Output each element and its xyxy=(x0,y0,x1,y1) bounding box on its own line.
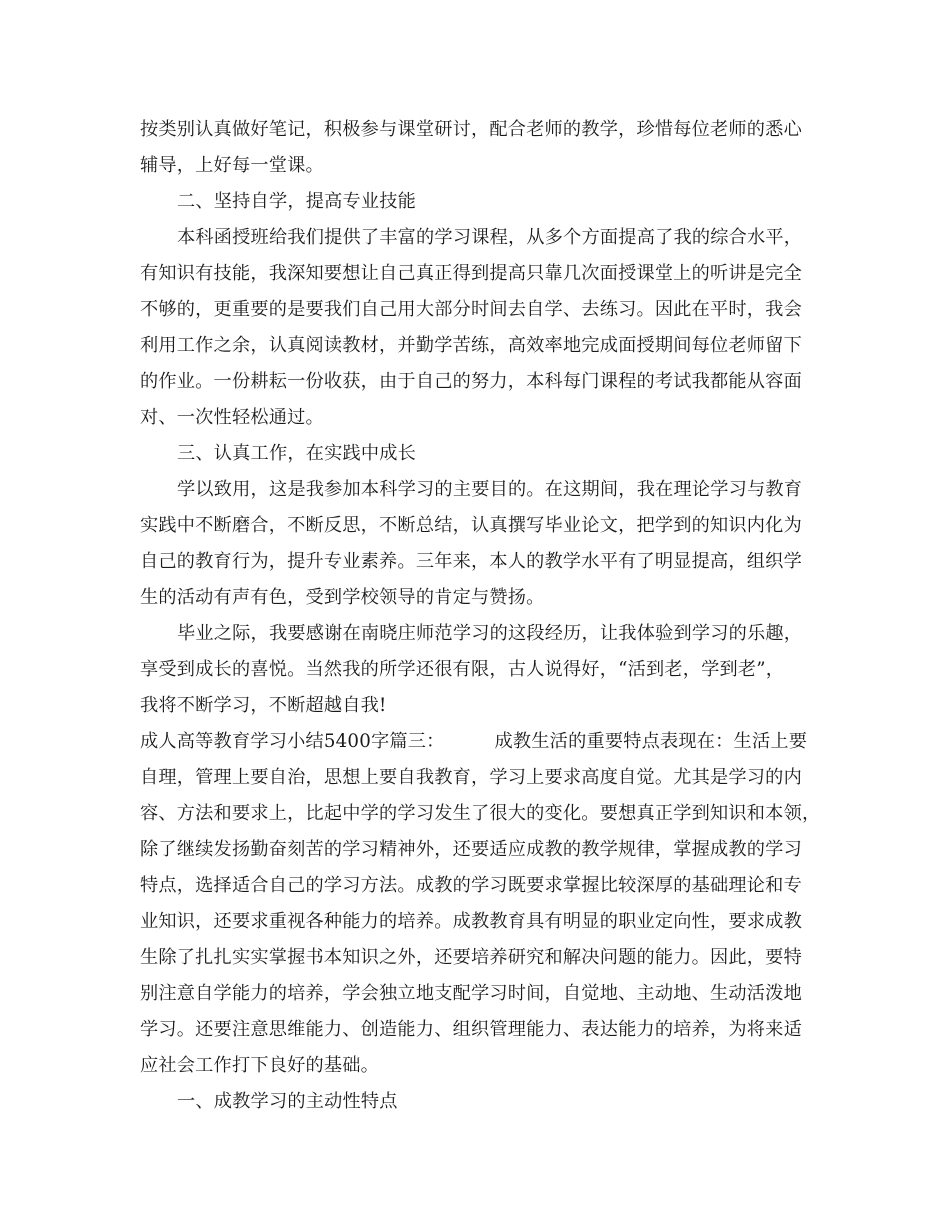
text-line: 不够的，更重要的是要我们自己用大部分时间去自学、去练习。因此在平时，我会 xyxy=(140,299,802,320)
text-line: 实践中不断磨合，不断反思，不断总结，认真撰写毕业论文，把学到的知识内化为 xyxy=(140,515,802,536)
text-line: 学以致用，这是我参加本科学习的主要目的。在这期间，我在理论学习与教育 xyxy=(177,479,803,500)
text-line: 除了继续发扬勤奋刻苦的学习精神外，还要适应成教的教学规律，掌握成教的学习 xyxy=(140,839,802,860)
text-line: 生的活动有声有色，受到学校领导的肯定与赞扬。 xyxy=(140,587,545,608)
article-title: 成人高等教育学习小结5400字篇三： xyxy=(140,731,445,752)
text-line: 容、方法和要求上，比起中学的学习发生了很大的变化。要想真正学到知识和本领， xyxy=(140,803,821,824)
text-line: 自己的教育行为，提升专业素养。三年来，本人的教学水平有了明显提高，组织学 xyxy=(140,551,802,572)
section-heading: 一、成教学习的主动性特点 xyxy=(177,1091,398,1112)
article-title-line xyxy=(140,730,807,754)
text-line: 业知识，还要求重视各种能力的培养。成教教育具有明显的职业定向性，要求成教 xyxy=(140,911,802,932)
text-line: 辅导，上好每一堂课。 xyxy=(140,155,324,176)
section-heading: 二、坚持自学，提高专业技能 xyxy=(177,191,417,212)
text-line: 自理，管理上要自治，思想上要自我教育，学习上要求高度自觉。尤其是学习的内 xyxy=(140,767,802,788)
text-line: 生除了扎扎实实掌握书本知识之外，还要培养研究和解决问题的能力。因此，要特 xyxy=(140,947,802,968)
text-line: 利用工作之余，认真阅读教材，并勤学苦练，高效率地完成面授期间每位老师留下 xyxy=(140,335,802,356)
text-line: 享受到成长的喜悦。当然我的所学还很有限，古人说得好，“活到老，学到老”， xyxy=(140,659,785,680)
text-line: 本科函授班给我们提供了丰富的学习课程，从多个方面提高了我的综合水平， xyxy=(177,227,803,248)
text-line: 特点，选择适合自己的学习方法。成教的学习既要求掌握比较深厚的基础理论和专 xyxy=(140,875,802,896)
text-line: 毕业之际，我要感谢在南晓庄师范学习的这段经历，让我体验到学习的乐趣， xyxy=(177,623,803,644)
text-line: 有知识有技能，我深知要想让自己真正得到提高只靠几次面授课堂上的听讲是完全 xyxy=(140,263,802,284)
text-line: 对、一次性轻松通过。 xyxy=(140,407,324,428)
section-heading: 三、认真工作，在实践中成长 xyxy=(177,443,417,464)
text-line-start: 成教生活的重要特点表现在：生活上要 xyxy=(494,731,808,752)
text-line: 别注意自学能力的培养，学会独立地支配学习时间，自觉地、主动地、生动活泼地 xyxy=(140,983,802,1004)
text-line: 按类别认真做好笔记，积极参与课堂研讨，配合老师的教学，珍惜每位老师的悉心 xyxy=(140,119,802,140)
text-line: 的作业。一份耕耘一份收获，由于自己的努力，本科每门课程的考试我都能从容面 xyxy=(140,371,802,392)
text-line: 应社会工作打下良好的基础。 xyxy=(140,1055,380,1076)
text-line: 学习。还要注意思维能力、创造能力、组织管理能力、表达能力的培养，为将来适 xyxy=(140,1019,802,1040)
text-line: 我将不断学习，不断超越自我! xyxy=(140,695,387,716)
